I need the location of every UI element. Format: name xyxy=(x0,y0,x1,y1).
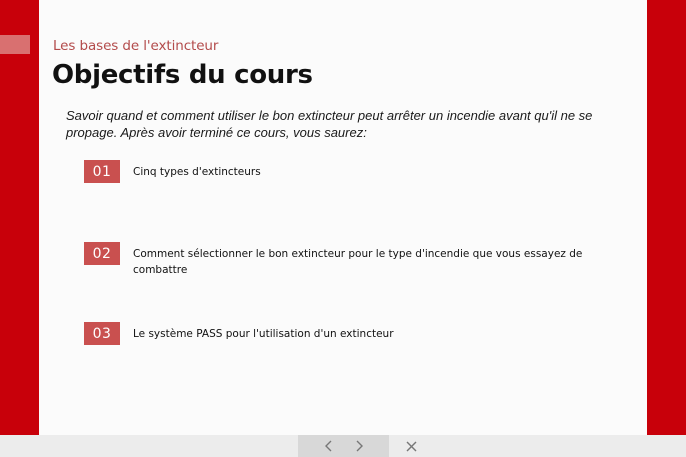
slide-navigation xyxy=(298,435,389,457)
next-button[interactable] xyxy=(351,438,367,454)
objective-item-3 xyxy=(84,322,624,362)
objective-number-badge: 03 xyxy=(84,322,120,345)
objective-text: Cinq types d'extincteurs xyxy=(133,166,261,178)
previous-button[interactable] xyxy=(321,438,337,454)
slide-content xyxy=(39,0,647,435)
chevron-right-icon xyxy=(354,440,364,452)
slide-subtitle: Les bases de l'extincteur xyxy=(53,38,219,54)
objective-number-badge: 01 xyxy=(84,160,120,183)
objective-text: Comment sélectionner le bon extincteur pour le type d'incendie que vous essayez de combattre xyxy=(133,248,583,276)
close-icon xyxy=(406,441,417,452)
objective-item-2 xyxy=(84,242,624,282)
right-accent-bar xyxy=(647,0,686,435)
chevron-left-icon xyxy=(324,440,334,452)
objective-item-1 xyxy=(84,160,624,200)
left-accent-bar xyxy=(0,0,39,435)
objective-text: Le système PASS pour l'utilisation d'un extincteur xyxy=(133,328,394,340)
slide-title: Objectifs du cours xyxy=(52,60,313,90)
menu-tab[interactable] xyxy=(0,35,30,54)
intro-text: Savoir quand et comment utiliser le bon extincteur peut arrêter un incendie avant qu'il ne se propage. Après avoir terminé ce cours, vous saurez: xyxy=(66,108,593,140)
objective-number-badge: 02 xyxy=(84,242,120,265)
close-button[interactable] xyxy=(403,438,419,454)
